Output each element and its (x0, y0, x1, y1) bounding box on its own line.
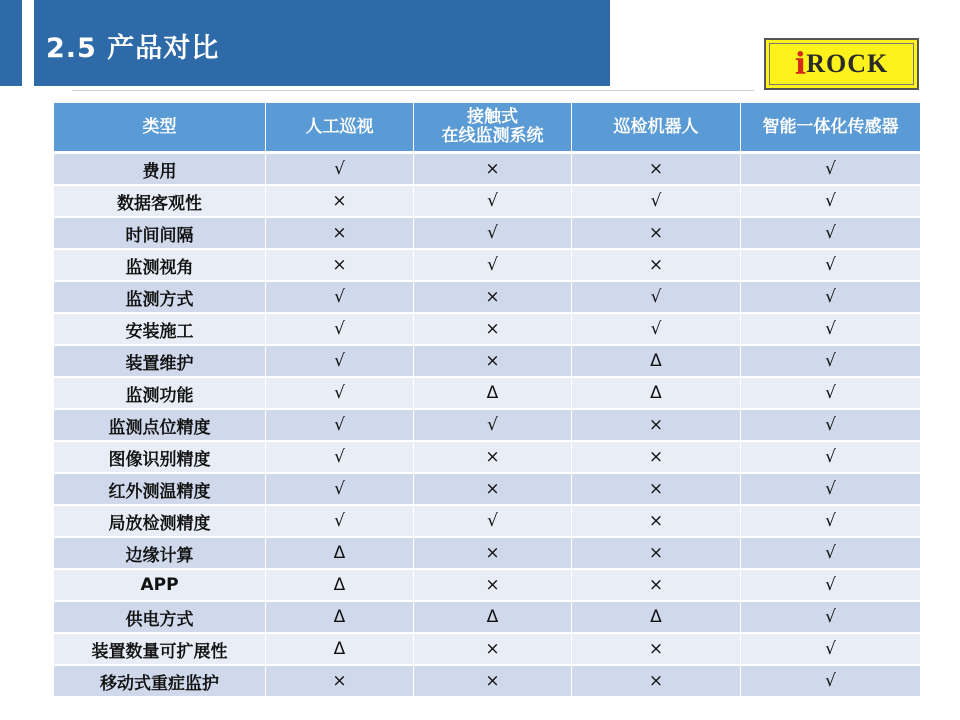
rating-cell: √ (741, 313, 921, 345)
rating-cell: √ (741, 281, 921, 313)
row-label-cell: 时间间隔 (54, 217, 266, 249)
column-header-line: 在线监测系统 (441, 126, 544, 146)
column-header-line: 人工巡视 (305, 116, 374, 137)
rating-cell: × (414, 569, 572, 601)
row-label-cell: 监测方式 (54, 281, 266, 313)
row-label-cell: 装置数量可扩展性 (54, 633, 266, 665)
rating-cell: × (572, 633, 741, 665)
rating-cell: √ (741, 601, 921, 633)
rating-cell: √ (741, 153, 921, 186)
rating-cell: √ (741, 441, 921, 473)
rating-cell: × (266, 665, 414, 697)
table-row (54, 505, 921, 537)
rating-cell: √ (414, 249, 572, 281)
row-label-cell: 边缘计算 (54, 537, 266, 569)
table-row (54, 249, 921, 281)
rating-cell: × (572, 473, 741, 505)
rating-cell: √ (572, 313, 741, 345)
row-label-cell: 局放检测精度 (54, 505, 266, 537)
table-row (54, 281, 921, 313)
column-header-line: 类型 (142, 116, 177, 137)
rating-cell: × (414, 441, 572, 473)
table-row (54, 409, 921, 441)
row-label-cell: 安装施工 (54, 313, 266, 345)
rating-cell: × (572, 441, 741, 473)
rating-cell: × (572, 537, 741, 569)
row-label-cell: 装置维护 (54, 345, 266, 377)
logo-letter-i: i (794, 46, 807, 82)
row-label-cell: 监测功能 (54, 377, 266, 409)
table-row (54, 313, 921, 345)
rating-cell: Δ (572, 377, 741, 409)
rating-cell: √ (414, 185, 572, 217)
column-header-line: 接触式 (467, 107, 518, 127)
rating-cell: √ (414, 217, 572, 249)
rating-cell: × (414, 313, 572, 345)
rating-cell: × (414, 537, 572, 569)
table-row (54, 665, 921, 697)
rating-cell: × (572, 409, 741, 441)
rating-cell: √ (266, 377, 414, 409)
rating-cell: × (266, 217, 414, 249)
rating-cell: √ (266, 345, 414, 377)
rating-cell: √ (741, 505, 921, 537)
rating-cell: √ (266, 281, 414, 313)
column-header (414, 103, 572, 153)
table-row (54, 537, 921, 569)
product-comparison-table (53, 102, 921, 697)
rating-cell: √ (741, 569, 921, 601)
row-label-cell: 数据客观性 (54, 185, 266, 217)
column-header (266, 103, 414, 153)
rating-cell: √ (741, 345, 921, 377)
column-header-line: 智能一体化传感器 (762, 116, 899, 137)
rating-cell: √ (741, 409, 921, 441)
rating-cell: × (572, 569, 741, 601)
table-row (54, 601, 921, 633)
row-label-cell: 移动式重症监护 (54, 665, 266, 697)
rating-cell: × (572, 665, 741, 697)
rating-cell: × (414, 281, 572, 313)
rating-cell: × (414, 633, 572, 665)
table-row (54, 569, 921, 601)
rating-cell: √ (414, 409, 572, 441)
rating-cell: √ (741, 537, 921, 569)
page-title: 2.5 产品对比 (46, 32, 220, 64)
rating-cell: × (266, 185, 414, 217)
table-row (54, 377, 921, 409)
rating-cell: Δ (572, 345, 741, 377)
rating-cell: √ (572, 185, 741, 217)
rating-cell: √ (266, 473, 414, 505)
table-row (54, 633, 921, 665)
left-accent-bar (0, 0, 22, 86)
rating-cell: × (572, 505, 741, 537)
rating-cell: × (266, 249, 414, 281)
table-row (54, 345, 921, 377)
rating-cell: √ (266, 313, 414, 345)
rating-cell: Δ (266, 601, 414, 633)
row-label-cell: 监测视角 (54, 249, 266, 281)
column-header-line: 巡检机器人 (613, 116, 699, 137)
rating-cell: √ (266, 505, 414, 537)
rating-cell: × (572, 249, 741, 281)
row-label-cell: APP (54, 569, 266, 601)
rating-cell: √ (741, 249, 921, 281)
table-row (54, 153, 921, 186)
rating-cell: Δ (414, 377, 572, 409)
rating-cell: × (414, 473, 572, 505)
rating-cell: √ (266, 409, 414, 441)
table-row (54, 217, 921, 249)
logo-letters-rock: ROCK (806, 49, 889, 78)
rating-cell: √ (266, 441, 414, 473)
header-divider (72, 90, 754, 91)
row-label-cell: 供电方式 (54, 601, 266, 633)
rating-cell: Δ (414, 601, 572, 633)
table-row (54, 473, 921, 505)
rating-cell: × (414, 153, 572, 186)
rating-cell: √ (741, 217, 921, 249)
rating-cell: × (572, 217, 741, 249)
rating-cell: × (414, 665, 572, 697)
rating-cell: Δ (266, 569, 414, 601)
rating-cell: × (572, 153, 741, 186)
irock-logo (764, 38, 919, 90)
table-header (54, 103, 921, 153)
row-label-cell: 图像识别精度 (54, 441, 266, 473)
rating-cell: √ (741, 473, 921, 505)
rating-cell: √ (741, 665, 921, 697)
table-row (54, 441, 921, 473)
rating-cell: × (414, 345, 572, 377)
rating-cell: Δ (266, 537, 414, 569)
title-bar (34, 0, 610, 86)
rating-cell: √ (741, 633, 921, 665)
row-label-cell: 费用 (54, 153, 266, 186)
rating-cell: √ (414, 505, 572, 537)
rating-cell: Δ (266, 633, 414, 665)
rating-cell: √ (741, 377, 921, 409)
rating-cell: Δ (572, 601, 741, 633)
rating-cell: √ (741, 185, 921, 217)
table-body (54, 153, 921, 697)
row-label-cell: 红外测温精度 (54, 473, 266, 505)
rating-cell: √ (266, 153, 414, 186)
column-header (54, 103, 266, 153)
rating-cell: √ (572, 281, 741, 313)
column-header (741, 103, 921, 153)
row-label-cell: 监测点位精度 (54, 409, 266, 441)
header-row (54, 103, 921, 153)
column-header (572, 103, 741, 153)
table-row (54, 185, 921, 217)
